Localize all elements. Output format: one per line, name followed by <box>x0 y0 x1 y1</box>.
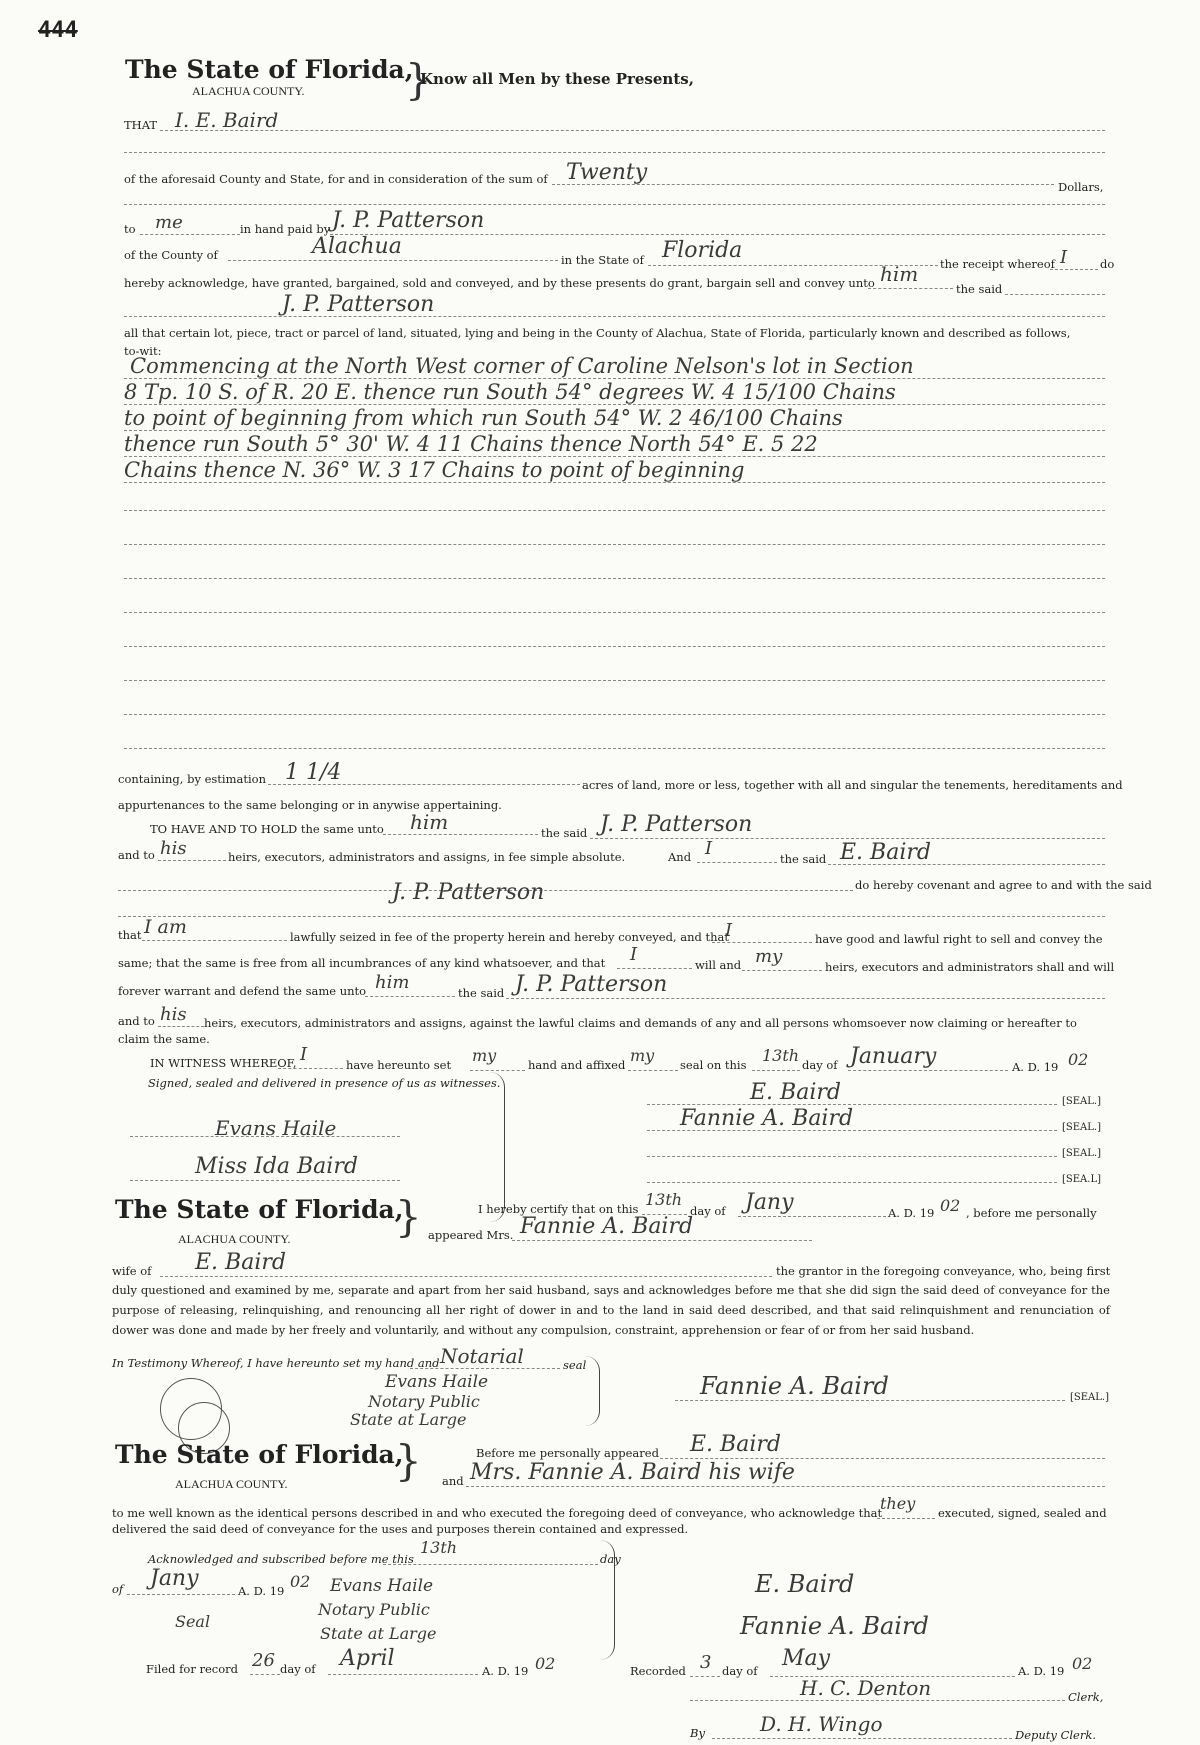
brace-icon: } <box>395 1192 422 1241</box>
consideration-sum: Twenty <box>566 160 648 185</box>
day-of-label: day of <box>802 1058 838 1072</box>
containing-line2: appurtenances to the same belonging or in anywise appertaining. <box>118 798 502 812</box>
grantee-name: J. P. Patterson <box>332 208 485 233</box>
seal-label: [SEAL.] <box>1062 1148 1101 1159</box>
ack2-body-3: delivered the said deed of conveyance for the uses and purposes therein contained and expressed. <box>112 1522 689 1536</box>
witness-label: IN WITNESS WHEREOF, <box>150 1056 297 1070</box>
brace-icon <box>585 1356 600 1426</box>
deputy-signature: D. H. Wingo <box>760 1712 883 1736</box>
description-line: to point of beginning from which run South 54° W. 2 46/100 Chains <box>124 406 843 430</box>
state-heading: The State of Florida, <box>125 55 414 84</box>
and-to-2: and to <box>118 1014 155 1028</box>
ack2-signature-2: Fannie A. Baird <box>740 1612 929 1640</box>
paid-by-label: in hand paid by <box>240 222 331 236</box>
dollars-label: Dollars, <box>1058 180 1104 194</box>
clerk-label: Clerk, <box>1068 1690 1104 1704</box>
appeared-mrs: appeared Mrs. <box>428 1228 514 1242</box>
filed-ad: A. D. 19 <box>482 1664 529 1678</box>
seal-label: [SEA.L] <box>1062 1174 1101 1185</box>
ack2-county: ALACHUA COUNTY. <box>175 1477 288 1491</box>
county-heading: ALACHUA COUNTY. <box>192 84 305 98</box>
habendum-the-said: the said <box>541 826 588 840</box>
the-said-3: the said <box>458 986 505 1000</box>
and-label: And <box>668 850 692 864</box>
seal-label: [SEAL.] <box>1070 1392 1109 1403</box>
unto-2: him <box>375 972 410 993</box>
acres-value: 1 1/4 <box>285 760 342 785</box>
description-line: Commencing at the North West corner of Caroline Nelson's lot in Section <box>130 354 914 378</box>
ack2-appeared-1: E. Baird <box>690 1432 781 1457</box>
do-label: do <box>1100 257 1115 271</box>
good-right-text: have good and lawful right to sell and convey the <box>815 932 1103 946</box>
ack2-day-label: day <box>600 1552 621 1566</box>
witness-day: 13th <box>762 1046 800 1065</box>
seal-on-label: seal on this <box>680 1058 747 1072</box>
husband-name: E. Baird <box>195 1250 286 1275</box>
ack2-signature-1: E. Baird <box>755 1570 855 1598</box>
signer-2: Fannie A. Baird <box>680 1106 854 1131</box>
habendum-unto: him <box>410 810 449 834</box>
notary-name: Evans Haile <box>385 1372 489 1392</box>
witness-i: I <box>300 1044 308 1065</box>
that-label-2: that <box>118 928 142 942</box>
witness-year: 02 <box>1068 1050 1089 1069</box>
filed-day-of: day of <box>280 1662 316 1676</box>
consideration-text: of the aforesaid County and State, for and in consideration of the sum of <box>124 172 548 186</box>
signed-text: Signed, sealed and delivered in presence of us as witnesses. <box>148 1076 501 1090</box>
covenant-grantee: J. P. Patterson <box>392 880 545 905</box>
description-line: Chains thence N. 36° W. 3 17 Chains to point of beginning <box>124 458 745 482</box>
hereunto-label: have hereunto set <box>346 1058 452 1072</box>
ack1-day: 13th <box>645 1190 683 1209</box>
ack2-and: and <box>442 1474 464 1488</box>
recorded-year: 02 <box>1072 1654 1093 1673</box>
heirs-exec: heirs, executors and administrators shall and will <box>825 960 1115 974</box>
ad-label: A. D. 19 <box>1012 1060 1059 1074</box>
witness-my-2: my <box>630 1046 655 1065</box>
ack1-body: duly questioned and examined by me, separate and apart from her said husband, says and acknowledges before me that she did sign the said deed of conveyance for the purpose of releasing, relinquishing, and renouncing all her right of dower in and to the land in said deed described, and that said relinquishment and renunciation of dower was done and made by her freely and voluntarily, and without any compulsion, constraint, apprehension or fear of or from her said husband. <box>112 1283 1110 1337</box>
to-value: me <box>155 212 183 233</box>
against-text: heirs, executors, administrators and assigns, against the lawful claims and demands of any and all persons whomsoever now claiming or hereafter to <box>204 1016 1077 1030</box>
will-and: will and <box>695 958 742 972</box>
description-line: thence run South 5° 30' W. 4 11 Chains thence North 54° E. 5 22 <box>124 432 818 456</box>
notary-state: State at Large <box>350 1410 467 1429</box>
ack1-month: Jany <box>745 1190 794 1215</box>
recorded-label: Recorded <box>630 1664 686 1678</box>
forever-text: forever warrant and defend the same unto <box>118 984 367 998</box>
testimony-seal: seal <box>563 1358 587 1372</box>
ack2-notary-state: State at Large <box>320 1624 437 1643</box>
ack2-of-label: of <box>112 1582 124 1596</box>
ack2-seal-note: Seal <box>175 1612 211 1631</box>
claim-text: claim the same. <box>118 1032 210 1046</box>
ack2-appeared-2: Mrs. Fannie A. Baird his wife <box>470 1460 795 1485</box>
covenant-text: do hereby covenant and agree to and with the said <box>855 878 1152 892</box>
that-label: THAT <box>124 118 158 132</box>
brace-icon: } <box>405 55 432 104</box>
before-text: Before me personally appeared <box>476 1446 659 1460</box>
hand-affixed: hand and affixed <box>528 1058 626 1072</box>
grantor-name: I. E. Baird <box>175 108 279 132</box>
brace-icon: } <box>395 1436 422 1485</box>
ack2-body: to me well known as the identical persons described in and who executed the foregoing deed of conveyance, who acknowledge that <box>112 1506 883 1520</box>
ack2-notary-title: Notary Public <box>318 1600 430 1619</box>
grantee-3: J. P. Patterson <box>515 972 668 997</box>
seized-text: lawfully seized in fee of the property herein and hereby conveyed, and that <box>290 930 730 944</box>
notary-title: Notary Public <box>368 1392 480 1411</box>
ack2-ad: A. D. 19 <box>238 1584 285 1598</box>
to-label: to <box>124 222 136 236</box>
ack-text: hereby acknowledge, have granted, bargained, sold and conveyed, and by these presents do grant, bargain sell and convey unto <box>124 276 875 290</box>
ack1-mrs-name: Fannie A. Baird <box>520 1214 694 1239</box>
witness-month: January <box>850 1044 937 1069</box>
ack1-county: ALACHUA COUNTY. <box>178 1232 291 1246</box>
my-value: my <box>755 946 783 967</box>
containing-rest: acres of land, more or less, together with all and singular the tenements, hereditaments and <box>582 778 1123 792</box>
deputy-label: Deputy Clerk. <box>1015 1728 1096 1742</box>
county-of-label: of the County of <box>124 248 218 262</box>
ack1-ad: A. D. 19 <box>888 1206 935 1220</box>
containing-label: containing, by estimation <box>118 772 267 786</box>
seal-label: [SEAL.] <box>1062 1122 1101 1133</box>
i-am-value: I am <box>144 916 187 938</box>
filed-label: Filed for record <box>146 1662 239 1676</box>
the-said-label: the said <box>956 282 1003 296</box>
parcel-text: all that certain lot, piece, tract or parcel of land, situated, lying and being in the County of Alachua, State of Florida, particularly known and described as follows, <box>124 326 1071 340</box>
ack2-month: Jany <box>150 1566 199 1591</box>
filed-day: 26 <box>252 1650 275 1671</box>
ack2-they: they <box>880 1494 916 1513</box>
covenant-grantor: E. Baird <box>840 840 931 865</box>
his-2: his <box>160 1004 187 1025</box>
ack1-day-of: day of <box>690 1204 726 1218</box>
ack2-notary-name: Evans Haile <box>330 1576 434 1596</box>
recorded-day-of: day of <box>722 1664 758 1678</box>
clerk-signature: H. C. Denton <box>800 1676 932 1700</box>
ack-sub-text: Acknowledged and subscribed before me this <box>148 1552 414 1566</box>
receipt-label: the receipt whereof <box>940 257 1055 271</box>
recorded-day: 3 <box>700 1652 712 1673</box>
habendum-grantee: J. P. Patterson <box>600 812 753 837</box>
i-value: I <box>705 838 713 859</box>
grantor-text: the grantor in the foregoing conveyance, who, being first <box>776 1264 1111 1278</box>
testimony-text: In Testimony Whereof, I have hereunto set my hand and <box>112 1356 440 1370</box>
heirs-text: heirs, executors, administrators and assigns, in fee simple absolute. <box>228 850 626 864</box>
ack2-year: 02 <box>290 1572 311 1591</box>
ack1-state-heading: The State of Florida, <box>115 1195 404 1224</box>
page-number: 444 <box>38 18 78 43</box>
grantee-name-2: J. P. Patterson <box>282 292 435 317</box>
witness-1: Evans Haile <box>215 1116 337 1140</box>
i2-value: I <box>725 920 733 941</box>
his-value: his <box>160 838 187 859</box>
seal-label: [SEAL.] <box>1062 1096 1101 1107</box>
description-line: 8 Tp. 10 S. of R. 20 E. thence run South 54° degrees W. 4 15/100 Chains <box>124 380 896 404</box>
certify-text: I hereby certify that on this <box>478 1202 639 1216</box>
county-value: Alachua <box>312 234 402 259</box>
state-value: Florida <box>662 238 743 263</box>
before-me-text: , before me personally <box>966 1206 1097 1220</box>
ack1-signature: Fannie A. Baird <box>700 1372 889 1400</box>
recorded-month: May <box>782 1646 831 1671</box>
witness-2: Miss Ida Baird <box>195 1154 358 1179</box>
filed-year: 02 <box>535 1654 556 1673</box>
recorded-ad: A. D. 19 <box>1018 1664 1065 1678</box>
i3-value: I <box>630 944 638 965</box>
ack2-state-heading: The State of Florida, <box>115 1440 404 1469</box>
same-text: same; that the same is free from all incumbrances of any kind whatsoever, and that <box>118 956 606 970</box>
habendum-label: TO HAVE AND TO HOLD the same unto <box>150 822 384 836</box>
unto-value: him <box>880 262 919 286</box>
to-wit-label: to-wit: <box>124 344 162 358</box>
ack2-body-2: executed, signed, sealed and <box>938 1506 1107 1520</box>
brace-icon <box>490 1072 505 1222</box>
and-to-label: and to <box>118 848 155 862</box>
wife-of-label: wife of <box>112 1264 152 1278</box>
preamble: Know all Men by these Presents, <box>420 70 694 88</box>
receipt-value: I <box>1060 247 1068 268</box>
state-of-label: in the State of <box>561 253 644 267</box>
ack1-year: 02 <box>940 1196 961 1215</box>
witness-my: my <box>472 1046 497 1065</box>
filed-month: April <box>340 1646 395 1671</box>
the-said-2: the said <box>780 852 827 866</box>
brace-icon <box>600 1540 615 1660</box>
by-label: By <box>690 1726 705 1740</box>
ack2-day: 13th <box>420 1538 458 1557</box>
signer-1: E. Baird <box>750 1080 841 1105</box>
testimony-value: Notarial <box>440 1344 524 1368</box>
